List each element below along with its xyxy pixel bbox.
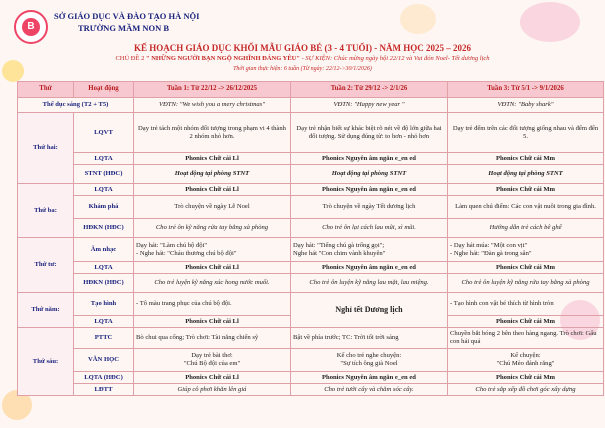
row-label: LQTA	[74, 184, 134, 196]
cell: Dạy trẻ tách một nhóm đối tượng trong phạm vi 4 thành 2 nhóm nhỏ hơn.	[134, 113, 291, 153]
table-header-row	[18, 82, 604, 98]
cell: Phonics Chữ cái Mm	[448, 316, 604, 328]
table-row	[18, 349, 604, 372]
cell: - Dạy hát múa: "Một con vịt" - Nghe hát: "Đàn gà trong sân"	[448, 238, 604, 262]
row-label: LQTA (HĐC)	[74, 372, 134, 384]
cell: Phonics Nguyên âm ngắn e_en ed	[291, 153, 448, 165]
cell: Phonics Nguyên âm ngắn e_en ed	[291, 184, 448, 196]
row-label: Âm nhạc	[74, 238, 134, 262]
cell: Chuyền bắt bóng 2 bên theo hàng ngang. Trò chơi: Gấu con hái quả	[448, 328, 604, 349]
cell: Cho trẻ ôn lại cách lau mũi, xì mũi.	[291, 219, 448, 238]
cell: Cho trẻ ôn luyện kỹ năng rửa tay bằng xà phòng	[448, 274, 604, 293]
cell: Phonics Chữ cái Ll	[134, 316, 291, 328]
cell: Giúp cô phơi khăn lên giá	[134, 384, 291, 396]
cell: Bật về phía trước; TC: Trời tối trời sáng	[291, 328, 448, 349]
cell: Hoạt động tại phòng STNT	[134, 165, 291, 184]
col-header-day: Thứ	[18, 82, 74, 98]
plan-table	[17, 81, 604, 396]
row-label: Thể dục sáng (T2 + T5)	[18, 98, 134, 113]
table-row	[18, 262, 604, 274]
col-header-week2: Tuần 2: Từ 29/12 -> 2/1/26	[291, 82, 448, 98]
row-label: LQTA	[74, 316, 134, 328]
cell: Làm quen chú điếm: Các con vật nuôi trong gia đình.	[448, 196, 604, 219]
day-label: Thứ năm:	[18, 293, 74, 328]
row-label: STNT (HĐC)	[74, 165, 134, 184]
table-row	[18, 238, 604, 262]
school-name: TRƯỜNG MẦM NON B	[78, 23, 170, 33]
row-label: LQTA	[74, 262, 134, 274]
org-name: SỞ GIÁO DỤC VÀ ĐÀO TẠO HÀ NỘI	[54, 11, 200, 21]
cell: Phonics Chữ cái Mm	[448, 262, 604, 274]
day-label: Thứ tư:	[18, 238, 74, 293]
table-row	[18, 372, 604, 384]
cell: Phonics Nguyên âm ngắn e_en ed	[291, 372, 448, 384]
theme-line: CHỦ ĐỀ 2 " NHỮNG NGƯỜI BẠN NGỘ NGHĨNH ĐÁNG YÊU" - SỰ KIỆN: Chúc mừng ngày hội 22/12 và Vui đón Noel- Tết dương lịch	[115, 55, 490, 62]
cell: - Tô màu trang phục của chú bộ đội.	[134, 293, 291, 316]
table-row	[18, 293, 604, 316]
cell: Dạy trẻ nhận biết sự khác biệt rõ nét về độ lớn giữa hai đối tượng. Sử dụng đúng từ: to hơn - nhỏ hơn	[291, 113, 448, 153]
cell: Hướng dẫn trẻ cách bê ghế	[448, 219, 604, 238]
table-row	[18, 165, 604, 184]
day-label: Thứ sáu:	[18, 328, 74, 396]
cell: Cho trẻ luyện kỹ năng xúc hong nước muối.	[134, 274, 291, 293]
day-label: Thứ ba:	[18, 184, 74, 238]
row-label: LQTA	[74, 153, 134, 165]
cell: Phonics Chữ cái Ll	[134, 372, 291, 384]
table-row	[18, 384, 604, 396]
cell: Cho trẻ tưới cây và chăm sóc cây.	[291, 384, 448, 396]
row-label: LĐTT	[74, 384, 134, 396]
cell: Cho trẻ ôn kỹ năng rửa tay bằng xà phòng	[134, 219, 291, 238]
row-label: Khám phá	[74, 196, 134, 219]
cell: Dạy hát: "Tiếng chú gà trống gọi"; Nghe hát "Con chim vành khuyên"	[291, 238, 448, 262]
cell: Dạy hát: "Làm chú bộ đội" - Nghe hát: "Cháu thương chú bộ đội"	[134, 238, 291, 262]
cell: Hoạt động tại phòng STNT	[448, 165, 604, 184]
cell: Trò chuyện về ngày Tết dương lịch	[291, 196, 448, 219]
table-row	[18, 184, 604, 196]
cell: Dạy trẻ bài thơ: "Chú Bộ đội của em"	[134, 349, 291, 372]
cell: Phonics Chữ cái Mm	[448, 372, 604, 384]
cell: Phonics Nguyên âm ngắn e_en ed	[291, 262, 448, 274]
cell: Nghỉ tết Dương lịch	[291, 293, 448, 328]
cell: Phonics Chữ cái Ll	[134, 262, 291, 274]
cell: Phonics Chữ cái Ll	[134, 153, 291, 165]
table-row	[18, 153, 604, 165]
cell: VĐTN: "We wish you a mery christmas"	[134, 98, 291, 113]
cell: Phonics Chữ cái Mm	[448, 184, 604, 196]
row-label: LQVT	[74, 113, 134, 153]
col-header-activity: Hoạt động	[74, 82, 134, 98]
table-row	[18, 274, 604, 293]
col-header-week3: Tuần 3: Từ 5/1 -> 9/1/2026	[448, 82, 604, 98]
school-logo: B	[14, 10, 48, 44]
table-row	[18, 196, 604, 219]
cell: Trò chuyện về ngày Lễ Noel	[134, 196, 291, 219]
plan-title: KẾ HOẠCH GIÁO DỤC KHỐI MẪU GIÁO BÉ (3 - 4 TUỔI) - NĂM HỌC 2025 – 2026	[133, 43, 472, 53]
col-header-week1: Tuần 1: Từ 22/12 -> 26/12/2025	[134, 82, 291, 98]
cell: - Tạo hình con vật bé thích từ hình tròn	[448, 293, 604, 316]
cell: Cho trẻ sắp xếp đồ chơi góc xây dựng	[448, 384, 604, 396]
row-label: HĐKN (HĐC)	[74, 274, 134, 293]
cell: Kể cho trẻ nghe chuyện: "Sự tích ông già Noel	[291, 349, 448, 372]
cell: Phonics Chữ cái Mm	[448, 153, 604, 165]
table-row	[18, 328, 604, 349]
cell: Cho trẻ ôn luyện kỹ năng lau mặt, lau miệng.	[291, 274, 448, 293]
table-row	[18, 219, 604, 238]
cell: VĐTN: "Baby shark"	[448, 98, 604, 113]
row-label: HĐKN (HĐC)	[74, 219, 134, 238]
row-label: Tạo hình	[74, 293, 134, 316]
time-line: Thời gian thực hiện: 6 tuần (Từ ngày: 22/12->30/1/2026)	[233, 66, 372, 72]
cell: VĐTN: "Happy new year "	[291, 98, 448, 113]
header	[0, 0, 605, 82]
table-row	[18, 113, 604, 153]
cell: Phonics Chữ cái Ll	[134, 184, 291, 196]
cell: Dạy trẻ đếm trên các đối tượng giống nhau và đếm đến 5.	[448, 113, 604, 153]
cell: Bò chui qua cổng; Trò chơi: Tài năng chiến sỹ	[134, 328, 291, 349]
cell: Kể chuyện: "Chú Mèo đánh răng"	[448, 349, 604, 372]
cell: Hoạt động tại phòng STNT	[291, 165, 448, 184]
row-label: VĂN HỌC	[74, 349, 134, 372]
table-row	[18, 98, 604, 113]
day-label: Thứ hai:	[18, 113, 74, 184]
row-label: PTTC	[74, 328, 134, 349]
